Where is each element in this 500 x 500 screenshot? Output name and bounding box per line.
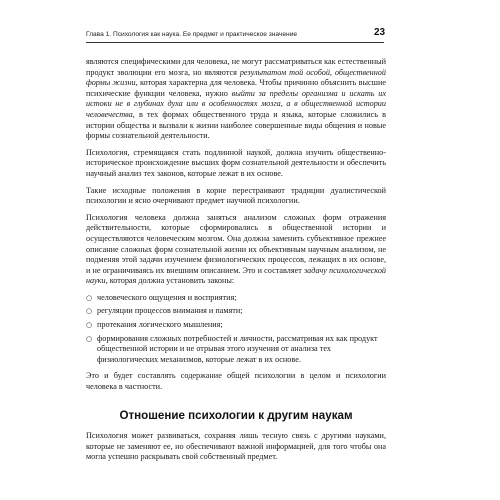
list-item [86, 320, 386, 331]
running-title: Глава 1. Психология как наука. Ее предмет и практическое значение [86, 31, 298, 38]
p4-text-c: , которая должна установить законы: [105, 276, 235, 286]
paragraph-5: Это и будет составлять содержание общей психологии в целом и психологии человека в частности. [86, 371, 386, 392]
circle-bullet-icon: ○ [86, 307, 93, 316]
p1-text-e: , в тех формах общественного труда и языка, которые сложились в истории общества и вызвали к жизни наиболее совершенные виды общения и новые формы сознательной деятельности. [86, 109, 386, 141]
circle-bullet-icon: ○ [86, 293, 93, 302]
list-item [86, 334, 386, 366]
section-heading: Отношение психологии к другим наукам [119, 408, 353, 422]
p1-emphasis-1: результатом той особой, общественной формы жизни [86, 67, 386, 88]
p4-emphasis: задачу психологической науки [86, 265, 387, 286]
circle-bullet-icon: ○ [86, 321, 93, 330]
list-item-text: протекания логического мышления; [97, 320, 223, 330]
page-body [86, 57, 386, 469]
p1-emphasis-2: выйти за пределы организма и искать их истоки не в глубинах духа или в особенностях мозга, а в общественной истории человечества [86, 88, 386, 119]
laws-list [86, 293, 386, 366]
p4-text-a: Психология человека должна заняться анализом сложных форм отражения действительности, которые сформировались в общественной истории и осуществляются человеческим мозгом. Она должна заменить субъективное прежнее описание сложных форм сознательной жизни их объективным научным анализом, не подменяя этой задачи изучением физиологических процессов, лежащих в их основе, и не ограничиваясь их внешним описанием. Это и составляет [86, 212, 386, 275]
paragraph-1 [86, 57, 386, 142]
paragraph-2: Психология, стремящаяся стать подлинной наукой, должна изучить общественно-историческое происхождение высших форм сознательной деятельности и обеспечить научный анализ тех законов, которые лежат в их основе. [86, 147, 386, 178]
p1-text-c: , которая характерна для человека. Чтобы причинно объяснить высшие психические функции человека, нужно [86, 78, 386, 98]
paragraph-4 [86, 213, 386, 287]
list-item [86, 293, 386, 304]
list-item-text: регуляции процессов внимания и памяти; [97, 306, 243, 316]
p1-text-a: являются специфическими для человека, не могут рассматриваться как естественный продукт эволюции его мозга, но являются [86, 57, 386, 77]
paragraph-6: Психология может развиваться, сохраняя лишь тесную связь с другими науками, которые не заменяют ее, но обеспечивают важной информацией, для того чтобы она могла успешно раскрывать свой собственный предмет. [86, 431, 386, 462]
list-item-text: формирования сложных потребностей и личности, рассматривая их как продукт общественной истории и не отрывая этого изучения от анализа тех физиологических механизмов, которые лежат в их основе. [97, 333, 378, 364]
page-number: 23 [374, 27, 386, 38]
list-item [86, 306, 386, 317]
list-item-text: человеческого ощущения и восприятия; [97, 292, 237, 302]
circle-bullet-icon: ○ [86, 334, 93, 343]
paragraph-3: Такие исходные положения в корне перестраивают традиции дуалистической психологии и ясно очерчивают предмет научной психологии. [86, 185, 386, 206]
running-header [86, 31, 384, 43]
